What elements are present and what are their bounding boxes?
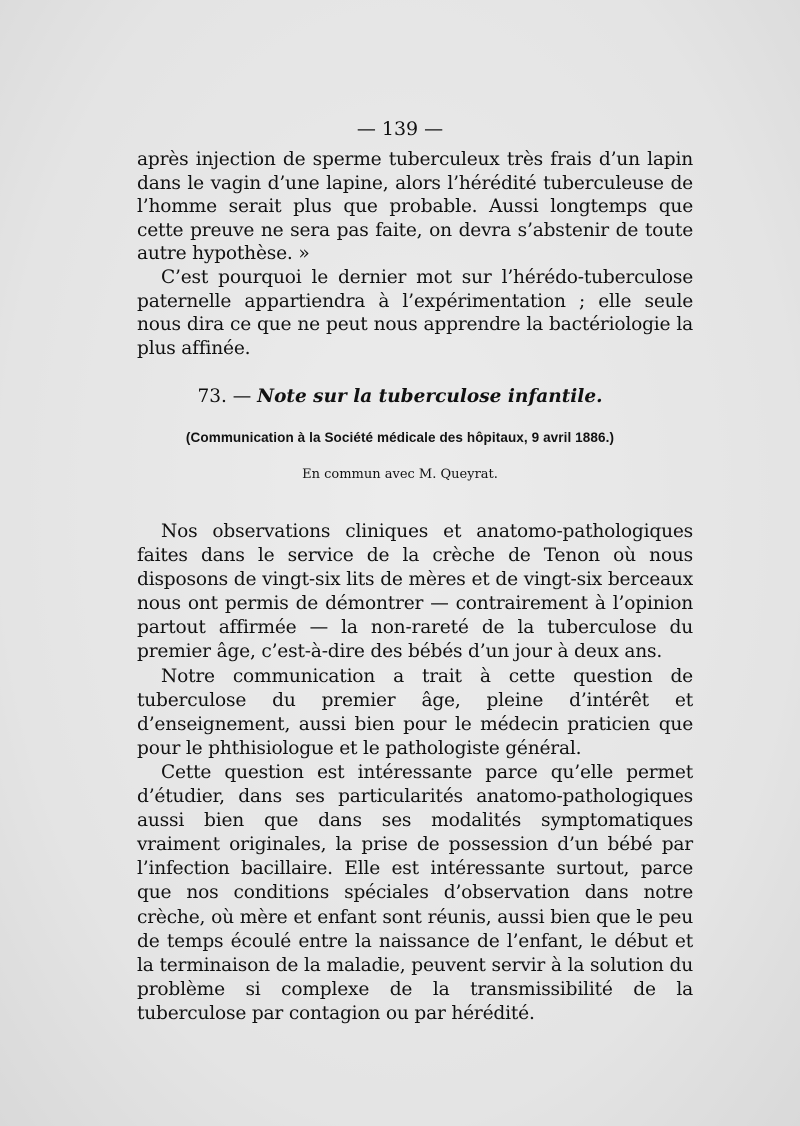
continuation-text (137, 148, 693, 360)
section-title: Note sur la tuberculose infantile. (257, 386, 603, 407)
communication-note: (Communication à la Société médicale des hôpitaux, 9 avril 1886.) (185, 430, 615, 445)
body-paragraph: Nos observations cliniques et anatomo-pathologiques faites dans le service de la crèche de Tenon où nous disposons de vingt-six lits de mères et de vingt-six berceaux nous ont permis de démontrer — contrairement à l’opinion partout affirmée — la non-rareté de la tuberculose du premier âge, c’est-à-dire des bébés d’un jour à deux ans. (137, 521, 693, 663)
body-paragraph: Notre communication a trait à cette question de tuberculose du premier âge, pleine d’intérêt et d’enseignement, aussi bien pour le médecin praticien que pour le phthisiologue et le pathologiste général. (137, 665, 693, 759)
section-number: 73. — (197, 386, 252, 407)
body-paragraph: Cette question est intéressante parce qu’elle permet d’étudier, dans ses particularités anatomo-pathologiques aussi bien que dans ses modalités symptomatiques vraiment originales, la prise de possession d’un bébé par l’infection bacillaire. Elle est intéressante surtout, parce que nos conditions spéciales d’observation dans notre crèche, où mère et enfant sont réunis, aussi bien que le peu de temps écoulé entre la naissance de l’enfant, le début et la terminaison de la maladie, peuvent servir à la solution du problème si complexe de la transmissibilité de la tuberculose par contagion ou par hérédité. (137, 761, 693, 1024)
section-heading (0, 386, 800, 407)
continuation-paragraph: après injection de sperme tuberculeux très frais d’un lapin dans le vagin d’une lapine, alors l’hérédité tuberculeuse de l’homme serait plus que probable. Aussi longtemps que cette preuve ne sera pas faite, on devra s’abstenir de toute autre hypothèse. » (137, 149, 693, 265)
page-number: — 139 — (356, 118, 444, 140)
section-body (137, 520, 693, 1026)
continuation-paragraph: C’est pourquoi le dernier mot sur l’hérédo-tuberculose paternelle appartiendra à l’expérimentation ; elle seule nous dira ce que ne peut nous apprendre la bactériologie la plus affinée. (137, 266, 693, 359)
coauthor-note: En commun avec M. Queyrat. (302, 467, 498, 482)
